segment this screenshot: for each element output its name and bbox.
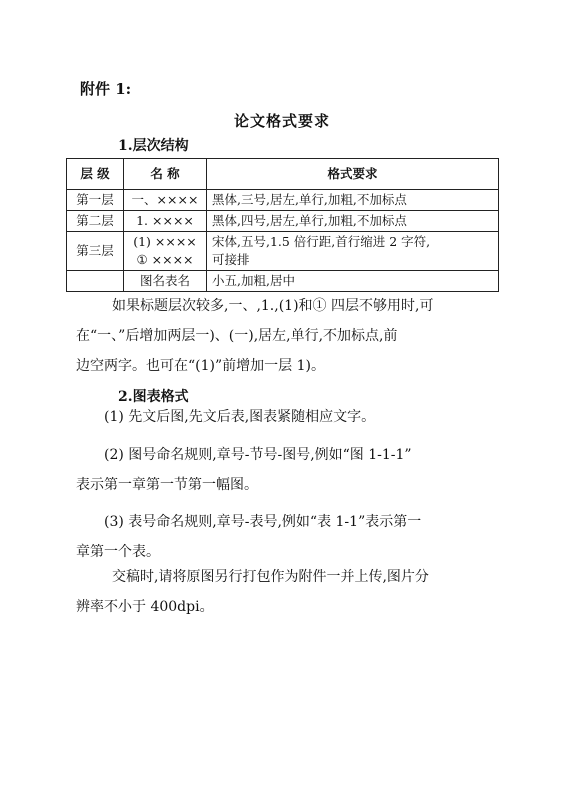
cell-format-line: 宋体,五号,1.5 倍行距,首行缩进 2 字符, [212, 234, 431, 249]
header-format: 格式要求 [207, 159, 499, 190]
attachment-label: 附件 1: [80, 80, 132, 98]
submission-note [76, 562, 496, 622]
paragraph-line: (1) 先文后图,先文后表,图表紧随相应文字。 [104, 409, 376, 425]
cell-name-line: (1) ×××× [133, 234, 197, 249]
document-title: 论文格式要求 [233, 112, 330, 130]
table-row [67, 190, 499, 211]
item-2 [76, 440, 496, 500]
cell-name: 一、×××× [124, 190, 207, 211]
cell-level: 第三层 [67, 232, 124, 271]
item-3 [76, 507, 496, 567]
cell-level: 第二层 [67, 211, 124, 232]
paragraph-line: 边空两字。也可在“(1)”前增加一层 1)。 [76, 358, 325, 374]
section-1-heading: 1.层次结构 [118, 138, 189, 154]
header-name: 名 称 [124, 159, 207, 190]
cell-name [124, 232, 207, 271]
paragraph-line: 表示第一章第一节第一幅图。 [76, 477, 258, 493]
cell-format: 黑体,三号,居左,单行,加粗,不加标点 [207, 190, 499, 211]
cell-level [67, 271, 124, 292]
paragraph-heading-levels [76, 291, 496, 381]
cell-level: 第一层 [67, 190, 124, 211]
cell-format: 黑体,四号,居左,单行,加粗,不加标点 [207, 211, 499, 232]
paragraph-line: 交稿时,请将原图另行打包作为附件一并上传,图片分 [112, 569, 429, 585]
paragraph-line: 在“一、”后增加两层一)、(一),居左,单行,不加标点,前 [76, 328, 398, 344]
cell-name-line: ① ×××× [136, 252, 194, 267]
paragraph-line: (2) 图号命名规则,章号-节号-图号,例如“图 1-1-1” [104, 447, 412, 463]
paragraph-line: 辨率不小于 400dpi。 [76, 599, 214, 615]
cell-format [207, 232, 499, 271]
cell-format: 小五,加粗,居中 [207, 271, 499, 292]
format-table [66, 158, 499, 292]
paragraph-line: (3) 表号命名规则,章号-表号,例如“表 1-1”表示第一 [104, 514, 422, 530]
paragraph-line: 章第一个表。 [76, 544, 160, 560]
table-row [67, 211, 499, 232]
section-2-heading: 2.图表格式 [118, 389, 189, 405]
paragraph-line: 如果标题层次较多,一、,1.,(1)和① 四层不够用时,可 [112, 298, 434, 314]
cell-format-line: 可接排 [212, 252, 250, 267]
cell-name: 图名表名 [124, 271, 207, 292]
cell-name: 1. ×××× [124, 211, 207, 232]
header-level: 层 级 [67, 159, 124, 190]
table-row [67, 232, 499, 271]
item-1 [76, 402, 496, 432]
table-row [67, 271, 499, 292]
table-header-row [67, 159, 499, 190]
